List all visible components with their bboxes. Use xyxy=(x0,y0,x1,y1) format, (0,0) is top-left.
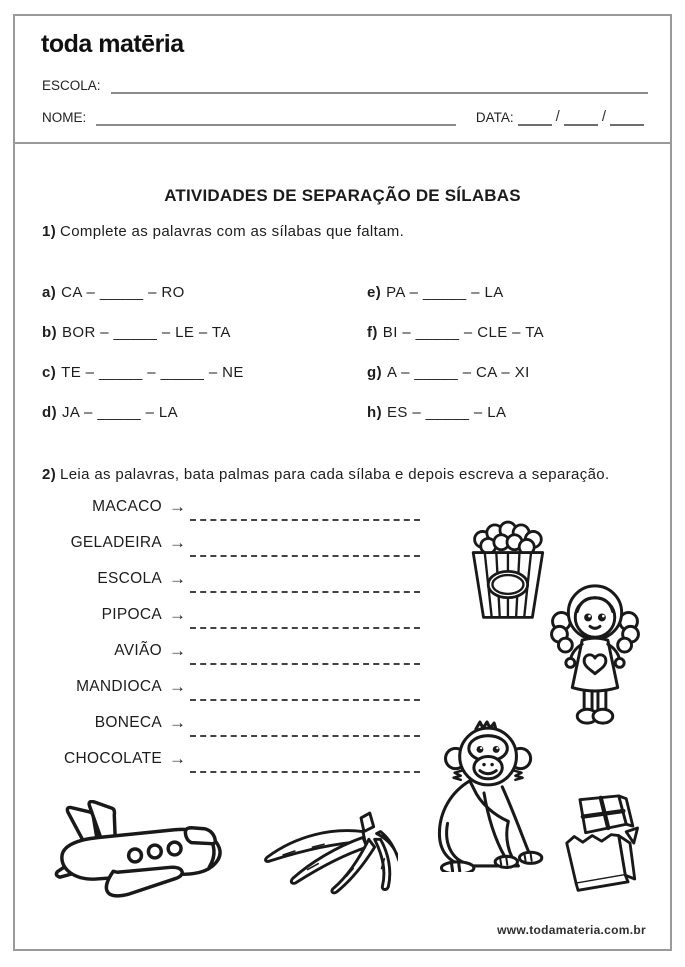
worksheet-page xyxy=(13,14,672,951)
header xyxy=(15,16,670,144)
syllable-item-g xyxy=(367,364,667,404)
word-label: AVIÃO xyxy=(114,642,162,659)
answer-line xyxy=(190,519,420,521)
word-row-pipoca xyxy=(42,597,420,633)
exercise1-text: Complete as palavras com as sílabas que faltam. xyxy=(60,223,405,240)
answer-line xyxy=(190,663,420,665)
exercise1-column-right xyxy=(367,284,667,444)
item-letter: h) xyxy=(367,404,382,421)
word-list xyxy=(42,489,420,777)
date-slash: / xyxy=(555,108,560,125)
name-label: NOME: xyxy=(42,110,87,125)
arrow-icon: → xyxy=(169,677,186,696)
chocolate-bar-illustration xyxy=(552,794,640,896)
item-text: TE – _____ – _____ – NE xyxy=(61,364,244,381)
word-row-macaco xyxy=(42,489,420,525)
syllable-item-f xyxy=(367,324,667,364)
word-row-escola xyxy=(42,561,420,597)
school-label: ESCOLA: xyxy=(42,78,101,93)
cassava-illustration xyxy=(254,808,398,896)
word-label: ESCOLA xyxy=(97,570,162,587)
word-label: MACACO xyxy=(92,498,162,515)
item-letter: b) xyxy=(42,324,57,341)
exercise1-instruction xyxy=(42,223,404,240)
syllable-item-a xyxy=(42,284,362,324)
website-url: www.todamateria.com.br xyxy=(497,923,646,937)
word-row-aviao xyxy=(42,633,420,669)
word-label: BONECA xyxy=(94,714,162,731)
word-label: PIPOCA xyxy=(101,606,162,623)
date-slash: / xyxy=(601,108,606,125)
arrow-icon: → xyxy=(169,713,186,732)
syllable-item-e xyxy=(367,284,667,324)
exercise2-number: 2) xyxy=(42,466,57,483)
word-label: GELADEIRA xyxy=(70,534,162,551)
arrow-icon: → xyxy=(169,569,186,588)
toda-materia-logo: toda matēria xyxy=(41,30,184,58)
word-row-mandioca xyxy=(42,669,420,705)
worksheet-title: ATIVIDADES DE SEPARAÇÃO DE SÍLABAS xyxy=(164,186,521,205)
date-day-blank xyxy=(518,110,552,126)
exercise2-instruction xyxy=(42,466,609,483)
syllable-item-b xyxy=(42,324,362,364)
date-month-blank xyxy=(564,110,598,126)
syllable-item-h xyxy=(367,404,667,444)
arrow-icon: → xyxy=(169,533,186,552)
word-label: MANDIOCA xyxy=(76,678,162,695)
syllable-item-d xyxy=(42,404,362,444)
exercise2-text: Leia as palavras, bata palmas para cada sílaba e depois escreva a separação. xyxy=(60,466,610,483)
answer-line xyxy=(190,555,420,557)
answer-line xyxy=(190,771,420,773)
arrow-icon: → xyxy=(169,749,186,768)
item-letter: e) xyxy=(367,284,382,301)
item-letter: a) xyxy=(42,284,57,301)
item-letter: d) xyxy=(42,404,57,421)
school-field-row xyxy=(42,72,648,94)
item-letter: g) xyxy=(367,364,382,381)
exercise1-column-left xyxy=(42,284,362,444)
arrow-icon: → xyxy=(169,497,186,516)
item-text: CA – _____ – RO xyxy=(61,284,185,301)
item-text: PA – _____ – LA xyxy=(386,284,504,301)
school-blank-line xyxy=(111,78,648,94)
syllable-item-c xyxy=(42,364,362,404)
word-row-chocolate xyxy=(42,741,420,777)
item-text: ES – _____ – LA xyxy=(386,404,507,421)
answer-line xyxy=(190,627,420,629)
word-row-geladeira xyxy=(42,525,420,561)
answer-line xyxy=(190,591,420,593)
exercise1-number: 1) xyxy=(42,223,57,240)
item-text: BOR – _____ – LE – TA xyxy=(61,324,231,341)
airplane-illustration xyxy=(50,800,228,901)
item-letter: c) xyxy=(42,364,57,381)
date-label: DATA: xyxy=(475,110,514,125)
word-row-boneca xyxy=(42,705,420,741)
item-letter: f) xyxy=(367,324,378,341)
popcorn-illustration xyxy=(459,515,555,623)
arrow-icon: → xyxy=(169,641,186,660)
item-text: BI – _____ – CLE – TA xyxy=(382,324,545,341)
answer-line xyxy=(190,735,420,737)
word-label: CHOCOLATE xyxy=(63,750,162,767)
date-year-blank xyxy=(610,110,644,126)
name-blank-line xyxy=(96,110,456,126)
monkey-illustration xyxy=(417,720,549,872)
arrow-icon: → xyxy=(169,605,186,624)
item-text: JA – _____ – LA xyxy=(61,404,179,421)
item-text: A – _____ – CA – XI xyxy=(386,364,530,381)
name-date-field-row xyxy=(42,104,648,126)
answer-line xyxy=(190,699,420,701)
doll-illustration xyxy=(550,577,640,730)
